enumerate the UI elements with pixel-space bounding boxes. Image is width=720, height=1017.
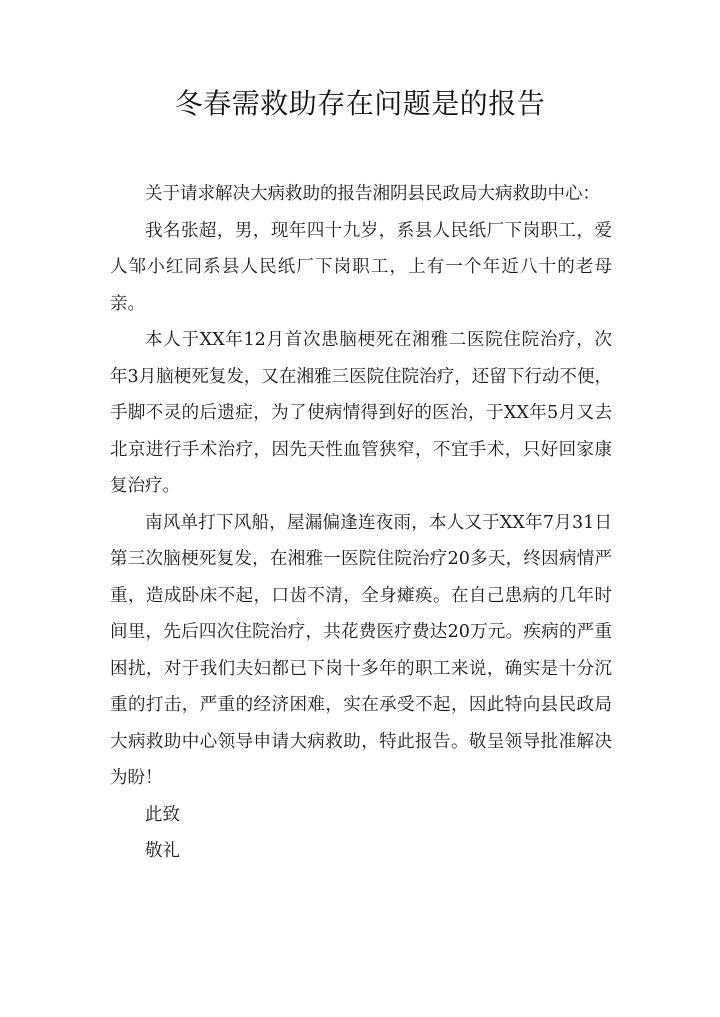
paragraph-addressee: 关于请求解决大病救助的报告湘阴县民政局大病救助中心：	[145, 184, 600, 204]
document-body	[110, 176, 612, 870]
paragraph-medical-history: 本人于XX年12月首次患脑梗死在湘雅二医院住院治疗，次年3月脑梗死复发，又在湘雅三医院住院治疗，还留下行动不便，手脚不灵的后遗症，为了使病情得到好的医治，于XX年5月又去北京进行手术治疗，因先天性血管狭窄，不宜手术，只好回家康复治疗。	[110, 330, 612, 496]
paragraph-salutation: 敬礼	[145, 841, 180, 861]
paragraph-request: 南风单打下风船，屋漏偏逢连夜雨，本人又于XX年7月31日第三次脑梗死复发，在湘雅一医院住院治疗20多天，终因病情严重，造成卧床不起，口齿不清，全身瘫痪。在自己患病的几年时间里，先后四次住院治疗，共花费医疗费达20万元。疾病的严重困扰，对于我们夫妇都已下岗十多年的职工来说，确实是十分沉重的打击，严重的经济困难，实在承受不起，因此特向县民政局大病救助中心领导申请大病救助，特此报告。敬呈领导批准解决为盼！	[110, 512, 612, 788]
paragraph-closing: 此致	[145, 804, 180, 825]
paragraph-self-introduction: 我名张超，男，现年四十九岁，系县人民纸厂下岗职工，爱人邹小红同系县人民纸厂下岗职工，上有一个年近八十的老母亲。	[110, 220, 612, 314]
document-title: 冬春需救助存在问题是的报告	[174, 87, 546, 120]
